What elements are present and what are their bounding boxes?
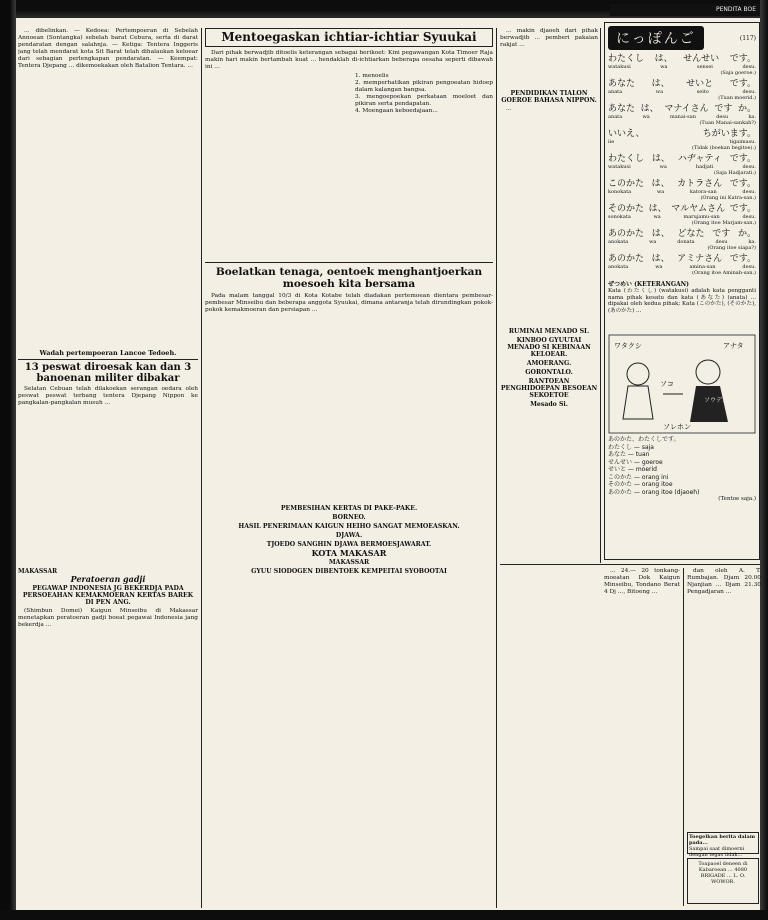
section-header: Wadah pertempoeran Lancoe Tedoeh. — [39, 349, 177, 357]
romaji-word: hadjati — [695, 164, 714, 170]
romaji-word: desu — [715, 239, 728, 245]
japanese-word: このかた — [608, 179, 645, 189]
japanese-word: アミナさん — [677, 254, 723, 264]
lesson-illustration — [608, 334, 756, 434]
subheading: DJAWA. — [335, 532, 363, 539]
list-item: 3. mengoepoekan perkataan moeloet dan pikiran serta pendapatan. — [355, 94, 493, 107]
lesson-row-translation: (Tuan Manai-sankah?) — [699, 120, 756, 126]
subheading: PENDIDIKAN TIALON GOEROE BAHASA NIPPON. — [501, 90, 597, 104]
column-left-top-text: ... dibelinkan. — Kedoea: Pertempoeran di Sebelah Annoean (Sontangka) sebelah barat Cebura, serta di darat pendaratan dengan salahnja. — Ketiga: Tentera Inggeris jang telah mendarat kota Sit Barat telah dihalaukan keloear dari sebagian perlengkapan pendaratan. — Keempat: Tentera Djepang ... dikemoekakan oleh Batalion Tentara. ... — [18, 28, 198, 69]
romaji-word: ka. — [748, 114, 756, 120]
subheading: KINBOO GYUUTAI MENADO SI KEBINAAN KELOEAR. — [507, 337, 591, 358]
lesson-header — [608, 26, 756, 50]
romaji-word: konokata — [608, 189, 632, 195]
column-news — [500, 28, 598, 908]
column-rule — [496, 28, 497, 908]
column-rule — [600, 28, 601, 563]
japanese-word: は、 — [651, 179, 670, 189]
japanese-word: は、 — [654, 54, 673, 64]
schedule-col-1 — [604, 568, 680, 906]
vocab-entry: わたくし — saja — [608, 443, 654, 451]
subsection-title: Peratoeran gadji — [70, 574, 146, 584]
vocab-entry: このかた — orang ini — [608, 473, 669, 481]
romaji-word: wa — [653, 214, 661, 220]
japanese-word: です。 — [729, 254, 756, 264]
article-body: Dari pihak berwadjib ditoelis keterangan sebagai berikoet: Kini pegawangan Kota Timoer Raja makin hari makin bertambah kuat ... hendaklah di-ichtiarkan beberapa oesaha seperti dibawah ini ... — [205, 50, 493, 70]
romaji-word: ka. — [748, 239, 756, 245]
vocab-entry: そのかた — orang itoe — [608, 481, 673, 488]
japanese-word: あなた — [608, 104, 636, 114]
scan-edge-left — [0, 0, 16, 920]
romaji-word: wa — [649, 239, 657, 245]
vocab-title: ぜつめい (KETERANGAN) — [608, 281, 689, 288]
subsection-body: (Shimbun Domei) Kaigun Minseibu di Makassar menetapkan peratoeran gadji boeat pegawai Indonesia jang bekerdja ... — [18, 608, 198, 628]
article-syuukai — [205, 28, 493, 260]
japanese-word: せいと — [686, 79, 714, 89]
japanese-word: せんせい — [683, 54, 720, 64]
column-rule — [201, 28, 202, 908]
advertisement — [687, 858, 759, 904]
japanese-word: か。 — [737, 104, 756, 114]
lesson-rows — [608, 54, 756, 276]
romaji-word: iie — [608, 139, 615, 145]
romaji-word: desu. — [742, 214, 756, 220]
japanese-word: は、 — [648, 204, 667, 214]
lesson-row-japanese — [608, 254, 756, 264]
headline: 13 peswat diroesak kan dan 3 banoenan militer dibakar — [24, 362, 192, 384]
vocab-entry: あなた — tuan — [608, 451, 650, 458]
dateline: MAKASSAR — [18, 568, 58, 575]
japanese-word: どなた — [677, 229, 705, 239]
lesson-row-translation: (Saja goeroe.) — [720, 70, 756, 76]
lesson-row-translation: (Saja Hadjarati.) — [713, 170, 756, 176]
romaji-word: tigaimasu. — [729, 139, 756, 145]
japanese-lesson — [604, 22, 760, 560]
japanese-word: です。 — [729, 54, 756, 64]
subheading: RANTOEAN PENGHIDOEPAN BESOEAN SEKOETOE — [500, 378, 598, 399]
lesson-row-translation: (Orang itoe Marjam-san.) — [691, 220, 756, 226]
romaji-word: desu — [716, 114, 729, 120]
masthead-banner: PENDITA BOE — [610, 4, 760, 16]
japanese-word: ハヂャティ — [677, 154, 722, 164]
japanese-word: は、 — [651, 229, 670, 239]
romaji-word: desu. — [742, 189, 756, 195]
illustration-label: ソレホン — [663, 423, 691, 431]
vocab-body: Kata (わたくし) (watakusi) adalah kata pengganti nama pihak kesatu dan kata (あなた) (anata) ... dipakai oleh kedua pihak; Kata (このかた), (そのかた), (あのかた) ... — [608, 288, 756, 314]
lesson-row-japanese — [608, 204, 756, 214]
lesson-row — [608, 229, 756, 251]
japanese-word: わたくし — [608, 154, 645, 164]
romaji-word: katora-san — [689, 189, 717, 195]
notice-title: Toegelkan berita dalam pada... — [689, 834, 755, 846]
subheading: HASIL PENERIMAAN KAIGUN HEIHO SANGAT MEMOEASKAN. — [238, 523, 460, 530]
scan-edge-bottom — [0, 910, 768, 920]
lesson-row — [608, 129, 756, 151]
notice-text: Sampai saat dimoerni dengan tegas tidak... — [689, 846, 745, 858]
lesson-row-japanese — [608, 129, 756, 139]
article-title: Mentoegaskan ichtiar-ichtiar Syuukai — [205, 28, 493, 47]
lesson-row — [608, 204, 756, 226]
lesson-row-japanese — [608, 79, 756, 89]
news-top: ... makin djaoeh dari pihak berwadjib ... pemberi pakaian rakjat ... — [500, 28, 598, 48]
japanese-word: いいえ、 — [608, 129, 645, 139]
lesson-translation: (Tentoe saja.) — [718, 496, 756, 502]
lesson-row — [608, 79, 756, 101]
vocab-entry: せいと — moerid — [608, 466, 657, 473]
japanese-word: そのかた — [608, 204, 645, 214]
lesson-row-translation: (Tidak (boekan begitoe).) — [691, 145, 756, 151]
romaji-word: anokata — [608, 264, 629, 270]
romaji-word: anokata — [608, 239, 629, 245]
subsection-kicker: PEGAWAP INDONESIA JG BEKERDJA PADA PERSOEAHAN KEMAKMOERAN KERTAS BAREK DI PEN ANG. — [22, 585, 194, 606]
headline-body: Selatan Cebuan telah dilakoekan serangan oedara oleh peswat peswat terbang tentera Djepang Nippon ke pangkalan-pangkalan musuh ... — [18, 386, 198, 406]
subheading: RUMINAI MENADO SI. — [508, 328, 590, 335]
romaji-word: watakusi — [608, 164, 631, 170]
japanese-word: わたくし — [608, 54, 645, 64]
romaji-word: anata — [608, 114, 623, 120]
illustration-label: アナタ — [723, 342, 744, 350]
japanese-word: マルヤムさん — [671, 204, 726, 214]
article-title: Boelatkan tenaga, oentoek menghantjoerkan moesoeh kita bersama — [215, 266, 483, 290]
japanese-word: か。 — [737, 229, 756, 239]
romaji-word: desu. — [742, 264, 756, 270]
lesson-vocab-list — [608, 436, 756, 496]
list-item: 4. Moengaan keboedajaan... — [355, 108, 438, 114]
japanese-word: です。 — [729, 154, 756, 164]
romaji-word: wa — [655, 89, 664, 95]
romaji-word: sensei — [697, 64, 713, 70]
japanese-word: あなた — [608, 79, 636, 89]
japanese-word: あのかた — [608, 254, 645, 264]
lesson-row — [608, 104, 756, 126]
japanese-word: マナイさん — [664, 104, 709, 114]
lesson-row-translation: (Tuan moerid.) — [718, 95, 756, 101]
japanese-word: ちがいます。 — [702, 129, 756, 139]
romaji-word: amina-san — [689, 264, 716, 270]
subheading: BORNEO. — [332, 514, 366, 521]
romaji-word: seito — [696, 89, 709, 95]
lesson-row — [608, 254, 756, 276]
japanese-word: です。 — [729, 79, 756, 89]
lesson-title: にっぽんご — [608, 26, 704, 50]
ad-text: Toapaoel deneen di Kabaroean ... 4080 BRIGADE ... L. O. WOWOR. — [698, 861, 748, 885]
lesson-row-translation: (Orang itoe Aminah-san.) — [692, 270, 756, 276]
romaji-word: marujamu-san — [683, 214, 720, 220]
article-body: Pada malam tanggal 10/3 di Kota Kotabe telah diadakan pertemoean dientara pembesar-pembesar Minseibu dan beberapa anggota Syuukai, dimana antaranja telah dirundingkan pokok-pokok kemakmoeran dan persiapan ... — [205, 293, 493, 313]
list-item: 2. memperhatikan pikiran pengoeatan hidoep dalam kalangan bangsa. — [355, 80, 493, 93]
romaji-word: wa — [642, 114, 650, 120]
japanese-word: です — [714, 104, 733, 114]
lesson-row-japanese — [608, 179, 756, 189]
subheading: PEMBESIHAN KERTAS DI PAKE-PAKE. — [280, 505, 418, 512]
article-list — [355, 73, 493, 115]
illustration-label: ワタクシ — [614, 342, 642, 350]
schedule-text: dan oleh A. T. Rumbajan. Djam 20.00 Njanjian ... Djam 21.30 Pengadjaran ... — [687, 568, 761, 595]
romaji-word: watakusi — [608, 64, 631, 70]
romaji-word: sonokata — [608, 214, 631, 220]
subheading: MAKASSAR — [328, 559, 370, 566]
japanese-word: です。 — [729, 179, 756, 189]
illustration-label: ソウデスカ? — [704, 397, 737, 404]
japanese-word: です — [712, 229, 731, 239]
schedule-text: ... 24.— 20 tonkang-moeatan Dok Kaigun Minseibu, Tondano Berat 4 Dj ..., Bitoeng ... — [604, 568, 680, 595]
romaji-word: wa — [660, 64, 668, 70]
lesson-row — [608, 54, 756, 76]
lesson-row-translation: (Orang ini Katra-san.) — [700, 195, 756, 201]
lesson-row-japanese — [608, 54, 756, 64]
vocab-entry: せんせい — goeroe — [608, 458, 663, 466]
japanese-word: は、 — [651, 254, 670, 264]
lesson-row-translation: (Orang itoe siapa?) — [707, 245, 756, 251]
romaji-word: wa — [655, 264, 663, 270]
scan-edge-right — [760, 0, 768, 920]
japanese-word: は、 — [651, 154, 670, 164]
illustration-label: ソコ — [660, 380, 674, 388]
japanese-word: あのかた — [608, 229, 645, 239]
japanese-word: は、 — [651, 79, 670, 89]
romaji-word: wa — [659, 164, 667, 170]
lesson-row — [608, 154, 756, 176]
page-number: (117) — [739, 34, 756, 42]
romaji-word: anata — [608, 89, 623, 95]
romaji-word: desu. — [742, 89, 756, 95]
japanese-word: です。 — [729, 204, 756, 214]
romaji-word: manai-san — [669, 114, 696, 120]
divider — [500, 564, 760, 565]
romaji-word: desu. — [742, 64, 756, 70]
lesson-row-japanese — [608, 154, 756, 164]
subheading: GYUU SIODOGEN DIBENTOEK KEMPEITAI SYOBOOTAI — [251, 568, 447, 575]
japanese-word: は、 — [640, 104, 659, 114]
article-tenaga — [205, 266, 493, 906]
subheading: TJOEDO SANGHIN DJAWA BERMOESJAWARAT. — [266, 541, 432, 548]
subheading: KOTA MAKASAR — [311, 548, 387, 558]
japanese-word: カトラさん — [677, 179, 723, 189]
vocab-entry: あのかた、わたくしです。 — [608, 436, 680, 443]
divider — [205, 262, 493, 263]
divider — [18, 359, 198, 360]
column-rule — [683, 568, 684, 906]
list-item: 1. menoelis — [355, 73, 389, 79]
notice-box — [687, 832, 759, 858]
news-body: ... — [506, 106, 512, 112]
schedule-col-2 — [687, 568, 761, 828]
vocab-entry: あのかた — orang itoe (djaoeh) — [608, 488, 700, 496]
lesson-row-japanese — [608, 104, 756, 114]
column-left — [18, 28, 198, 908]
lesson-row-japanese — [608, 229, 756, 239]
subheading: AMOERANG. — [526, 360, 572, 367]
romaji-word: donata — [677, 239, 695, 245]
subheading: Mesado Si. — [530, 401, 568, 408]
romaji-word: wa — [656, 189, 665, 195]
subheading: GORONTALO. — [525, 369, 573, 376]
lesson-row — [608, 179, 756, 201]
romaji-word: desu. — [742, 164, 756, 170]
